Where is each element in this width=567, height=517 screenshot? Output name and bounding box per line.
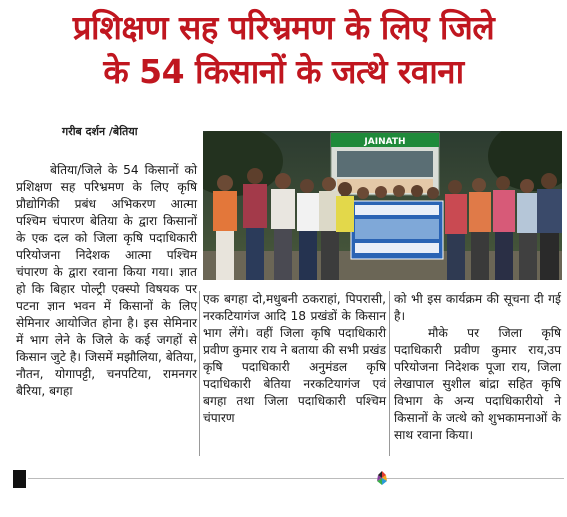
column-divider [389,291,390,456]
byline: गरीब दर्शन /बेतिया [62,125,138,138]
headline-line-2: के 54 किसानों के जत्थे रवाना [103,52,464,91]
page-corner-mark [10,470,26,488]
headline-line-1: प्रशिक्षण सह परिभ्रमण के लिए जिले [72,8,495,47]
article-column-3 [394,291,561,444]
footer-rule [28,478,564,479]
bus-sign-text: JAINATH [364,137,406,147]
column-3-paragraph-1: को भी इस कार्यक्रम की सूचना दी गई है। [394,292,561,323]
column-divider [199,291,200,456]
headline [8,6,559,94]
article-column-2 [203,291,386,427]
column-1-text: बेतिया/जिले के 54 किसानों को प्रशिक्षण सह परिभ्रमण के लिए कृषि प्रौद्योगिकी प्रबंध अभिकरण आत्मा पश्चिम चंपारण बेतिया के द्वारा किसानों के एक दल को जिला कृषि पदाधिकारी परियोजना निदेशक आत्मा पश्चिम चंपारण के द्वारा रवाना किया गया। ज्ञात हो कि बिहार पोल्ट्री एक्स्पो विषयक पर पटना ज्ञान भवन में किसानों के लिए सेमिनार आयोजित होना है। इस सेमिनार में भाग लेने के जिले के कई जगहों से किसान जुटे है। जिसमें मझौलिया, बेतिया, नौतन, योगापट्टी, चनपटिया, रामनगर बैरिया, बगहा [16,163,197,398]
news-photo [203,131,562,280]
photo-illustration [203,131,562,280]
column-2-text: एक बगहा दो,मधुबनी ठकराहां, पिपरासी, नरकटियागंज आदि 18 प्रखंडों के किसान भाग लेंगे। वहीं जिला कृषि पदाधिकारी प्रवीण कुमार राय ने बताया की सभी प्रखंड कृषि पदाधिकारी अनुमंडल कृषि पदाधिकारी बेतिया नरकटियागंज एवं बगहा तथा जिला पदाधिकारी पश्चिम चंपारण [203,292,386,425]
column-3-paragraph-2: मौके पर जिला कृषि पदाधिकारी प्रवीण कुमार राय,उप परियोजना निदेशक पूजा राय, जिला लेखापाल सुशील बांद्रा सहित कृषि विभाग के अन्य पदाधिकारीयो ने किसानों के जत्थे को शुभकामनाओं के साथ रवाना किया। [394,326,561,442]
article-column-1 [16,162,197,400]
publisher-logo-icon [374,470,390,486]
